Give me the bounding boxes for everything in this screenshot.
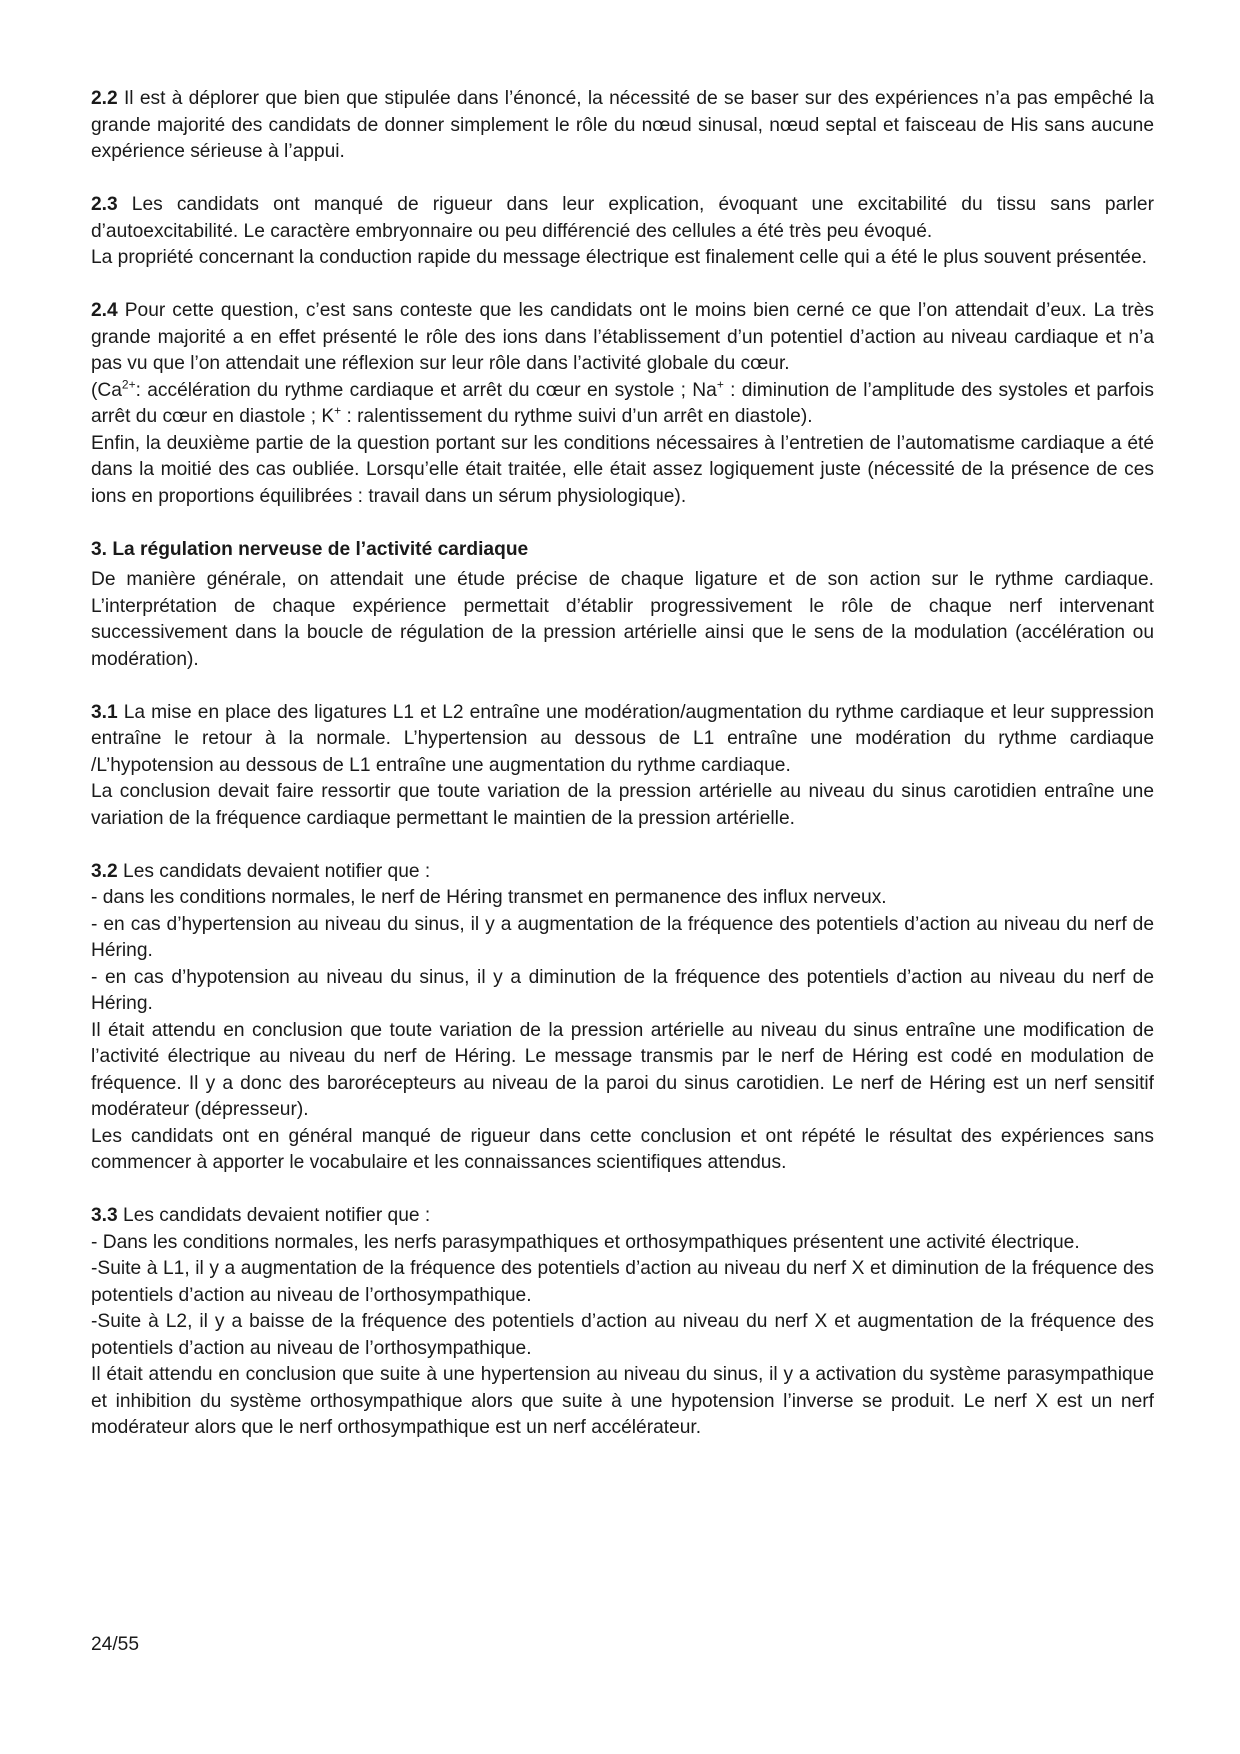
paragraph-3-2 (91, 859, 1154, 886)
list-item: -Suite à L1, il y a augmentation de la fréquence des potentiels d’action au niveau du nerf X et diminution de la fréquence des potentiels d’action au niveau de l’orthosympathique. (91, 1258, 1154, 1306)
section-3-heading: 3. La régulation nerveuse de l’activité cardiaque (91, 538, 529, 560)
paragraph-3-3-conclusion: Il était attendu en conclusion que suite à une hypertension au niveau du sinus, il y a activation du système parasympathique et inhibition du système orthosympathique alors que suite à une hypotension l’inverse se produit. Le nerf X est un nerf modérateur alors que le nerf orthosympathique est un nerf accélérateur. (91, 1364, 1154, 1438)
list-item: - Dans les conditions normales, les nerfs parasympathiques et orthosympathiques présentent une activité électrique. (91, 1231, 1080, 1253)
paragraph-3-3 (91, 1203, 1154, 1230)
paragraph-3-1-conclusion: La conclusion devait faire ressortir que toute variation de la pression artérielle au niveau du sinus carotidien entraîne une variation de la fréquence cardiaque permettant le maintien de la pression artérielle. (91, 781, 1154, 829)
section-number: 2.2 (91, 88, 118, 109)
section-number: 3.2 (91, 860, 118, 882)
paragraph-2-4 (91, 298, 1154, 378)
paragraph-2-2 (91, 86, 1154, 166)
paragraph-text: Les candidats devaient notifier que : (117, 1205, 431, 1226)
paragraph-text: Les candidats ont manqué de rigueur dans leur explication, évoquant une excitabilité du tissu sans parler d’autoexcitabilité. Le caractère embryonnaire ou peu différencié des cellules a été très peu évoqué. (91, 194, 1154, 242)
list-item: - en cas d’hypertension au niveau du sinus, il y a augmentation de la fréquence des potentiels d’action au niveau du nerf de Héring. (91, 913, 1154, 961)
list-item: -Suite à L2, il y a baisse de la fréquence des potentiels d’action au niveau du nerf X et augmentation de la fréquence des potentiels d’action au niveau de l’orthosympathique. (91, 1311, 1154, 1359)
list-item: - en cas d’hypotension au niveau du sinus, il y a diminution de la fréquence des potentiels d’action au niveau du nerf de Héring. (91, 966, 1154, 1014)
section-3-intro: De manière générale, on attendait une étude précise de chaque ligature et de son action sur le rythme cardiaque. L’interprétation de chaque expérience permettait d’établir progressivement le rôle de chaque nerf intervenant successivement dans la boucle de régulation de la pression artérielle ainsi que le sens de la modulation (accélération ou modération). (91, 569, 1154, 670)
paragraph-text: Il est à déplorer que bien que stipulée dans l’énoncé, la nécessité de se baser sur des expériences n’a pas empêché la grande majorité des candidats de donner simplement le rôle du nœud sinusal, nœud septal et faisceau de His sans aucune expérience sérieuse à l’appui. (91, 88, 1154, 162)
calcium-charge: 2+ (121, 377, 136, 392)
potassium-charge: + (334, 403, 342, 418)
paragraph-2-4-ions: ($Ca^{2+}$: accélération du rythme cardiaque et arrêt du cœur en systole ; Na+ : diminution de l’amplitude des systoles et parfois arrêt du cœur en diastole ; K+ : ralentissement du rythme suivi d’un arrêt en diastole). (91, 377, 1154, 427)
sodium-charge: + (716, 377, 724, 392)
paragraph-2-3-conduction: La propriété concernant la conduction rapide du message électrique est finalement celle qui a été le plus souvent présentée. (91, 247, 1147, 268)
paragraph-text: Pour cette question, c’est sans conteste que les candidats ont le moins bien cerné ce que l’on attendait d’eux. La très grande majorité a en effet présenté le rôle des ions dans l’établissement d’un potentiel d’action au niveau cardiaque et n’a pas vu que l’on attendait une réflexion sur leur rôle dans l’activité globale du cœur. (91, 300, 1154, 374)
paragraph-text: La mise en place des ligatures L1 et L2 entraîne une modération/augmentation du rythme cardiaque et leur suppression entraîne le retour à la normale. L’hypertension au dessous de L1 entraîne une modération du rythme cardiaque /L’hypotension au dessous de L1 entraîne une augmentation du rythme cardiaque. (91, 701, 1154, 776)
paragraph-3-2-remark: Les candidats ont en général manqué de rigueur dans cette conclusion et ont répété le résultat des expériences sans commencer à apporter le vocabulaire et les connaissances scientifiques attendus. (91, 1125, 1154, 1173)
page-content (91, 86, 1154, 1442)
paragraph-3-2-conclusion: Il était attendu en conclusion que toute variation de la pression artérielle au niveau du sinus entraîne une modification de l’activité électrique au niveau du nerf de Héring. Le message transmis par le nerf de Héring est codé en modulation de fréquence. Il y a donc des barorécepteurs au niveau de la paroi du sinus carotidien. Le nerf de Héring est un nerf sensitif modérateur (dépresseur). (91, 1019, 1154, 1120)
section-number: 3.3 (91, 1205, 118, 1226)
paragraph-text: Les candidats devaient notifier que : (117, 860, 431, 882)
paragraph-3-1 (91, 700, 1154, 780)
section-number: 2.4 (91, 300, 118, 321)
list-item: - dans les conditions normales, le nerf de Héring transmet en permanence des influx nerveux. (91, 887, 887, 908)
page-number: 24/55 (91, 1634, 140, 1655)
section-number: 3.1 (91, 701, 118, 723)
section-number: 2.3 (91, 194, 118, 215)
paragraph-2-3 (91, 192, 1154, 245)
paragraph-2-4-automatisme: Enfin, la deuxième partie de la question portant sur les conditions nécessaires à l’entretien de l’automatisme cardiaque a été dans la moitié des cas oubliée. Lorsqu’elle était traitée, elle était assez logiquement juste (nécessité de la présence de ces ions en proportions équilibrées : travail dans un sérum physiologique). (91, 432, 1154, 507)
